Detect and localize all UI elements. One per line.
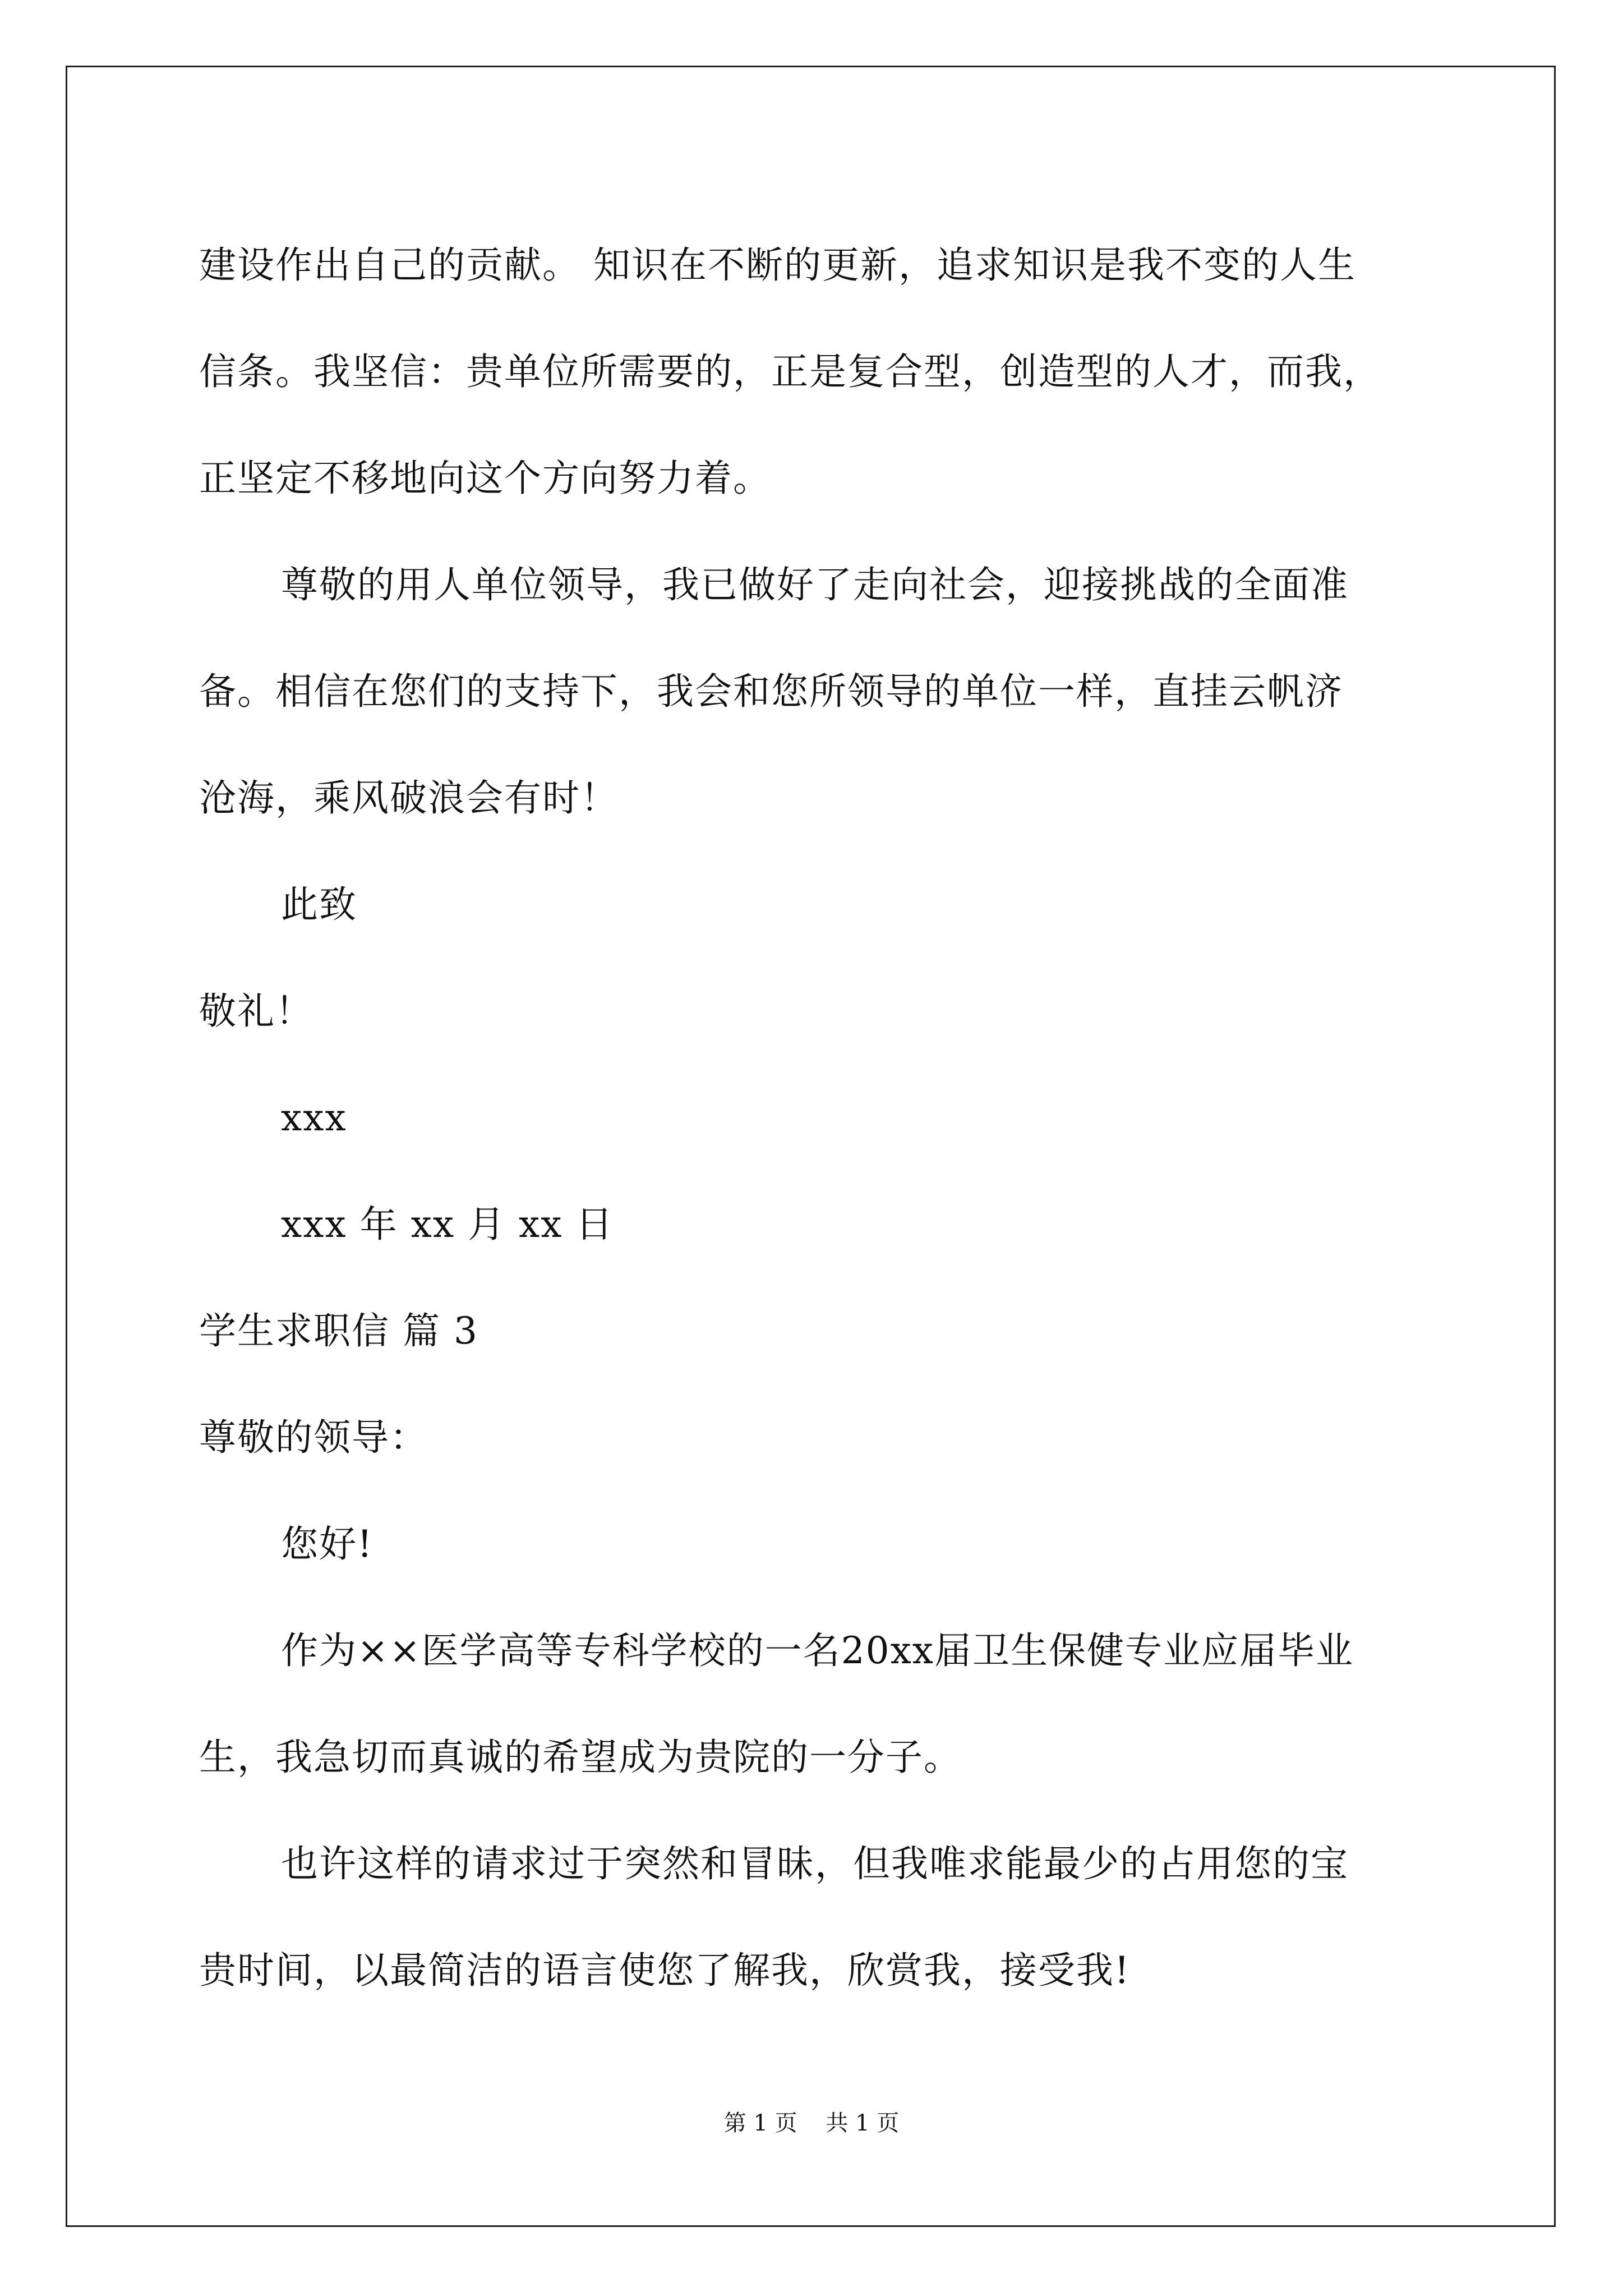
letter-salutation: 尊敬的领导： bbox=[199, 1416, 428, 1459]
page-footer: 第 1 页 共 1 页 bbox=[723, 2110, 900, 2136]
paragraph-line: 建设作出自己的贡献。 知识在不断的更新，追求知识是我不变的人生 bbox=[199, 243, 1356, 287]
paragraph-line: 尊敬的用人单位领导，我已做好了走向社会，迎接挑战的全面准 bbox=[281, 563, 1349, 606]
paragraph-line: 作为××医学高等专科学校的一名20xx届卫生保健专业应届毕业 bbox=[281, 1629, 1354, 1672]
paragraph-line: 信条。我坚信：贵单位所需要的，正是复合型，创造型的人才，而我， bbox=[199, 350, 1381, 393]
signature-name: xxx bbox=[281, 1096, 347, 1139]
section-heading: 学生求职信 篇 3 bbox=[199, 1309, 478, 1352]
closing-regards: 敬礼！ bbox=[199, 990, 313, 1033]
closing-salutation: 此致 bbox=[281, 883, 357, 926]
paragraph-line: 沧海，乘风破浪会有时！ bbox=[199, 776, 619, 820]
greeting: 您好! bbox=[281, 1522, 374, 1566]
paragraph-line: 生，我急切而真诚的希望成为贵院的一分子。 bbox=[199, 1736, 962, 1779]
signature-date: xxx 年 xx 月 xx 日 bbox=[281, 1203, 614, 1246]
paragraph-line: 备。相信在您们的支持下，我会和您所领导的单位一样，直挂云帆济 bbox=[199, 670, 1343, 713]
paragraph-line: 贵时间，以最简洁的语言使您了解我，欣赏我，接受我! bbox=[199, 1949, 1131, 1992]
letter-body bbox=[199, 212, 1424, 2024]
paragraph-line: 也许这样的请求过于突然和冒昧，但我唯求能最少的占用您的宝 bbox=[281, 1842, 1349, 1885]
paragraph-line: 正坚定不移地向这个方向努力着。 bbox=[199, 457, 771, 500]
